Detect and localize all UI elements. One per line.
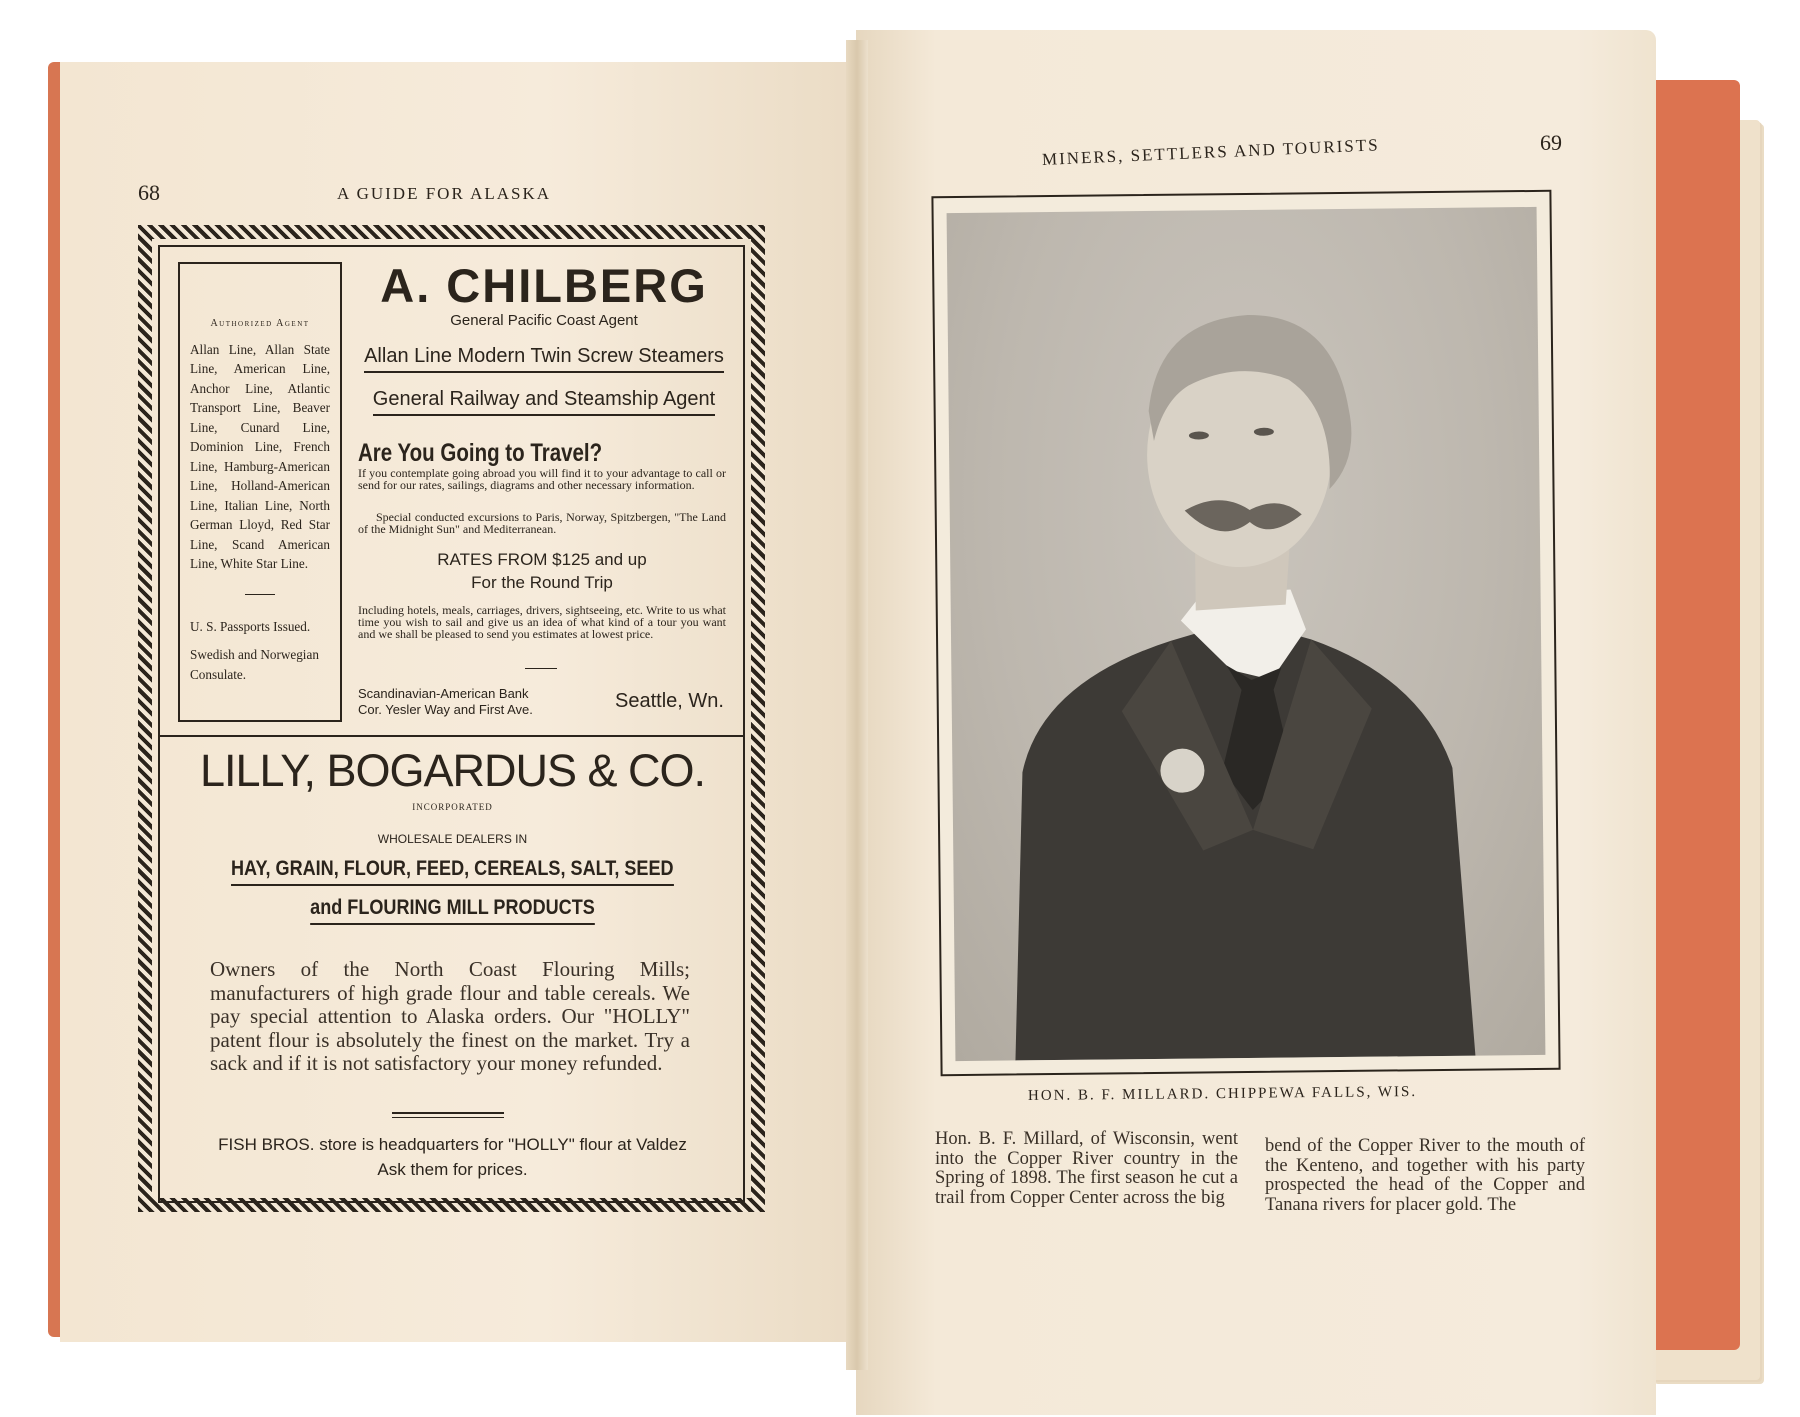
- address-line-1: Scandinavian-American Bank: [358, 686, 529, 701]
- travel-text: If you contemplate going abroad you will find it to your advantage to call or send for our rates, sailings, diagrams and other necessary information.: [358, 466, 726, 492]
- steamers-line: Allan Line Modern Twin Screw Steamers: [364, 345, 724, 373]
- consulate-text: Swedish and Norwegian Consulate.: [190, 647, 319, 682]
- products-line-1: HAY, GRAIN, FLOUR, FEED, CEREALS, SALT, SEED: [231, 857, 674, 886]
- agent-heading: Authorized Agent: [210, 318, 310, 329]
- authorized-agent-box: [178, 262, 342, 722]
- ask-prices-text: Ask them for prices.: [377, 1160, 528, 1179]
- chilberg-subtitle: General Pacific Coast Agent: [450, 312, 638, 329]
- divider: [245, 594, 275, 595]
- railway-agent-line: General Railway and Steamship Agent: [373, 388, 715, 416]
- portrait-photo: [947, 207, 1546, 1061]
- running-head-left: A GUIDE FOR ALASKA: [337, 184, 552, 203]
- agent-lines: Allan Line, Allan State Line, American Line, Anchor Line, Atlantic Transport Line, Beaver Line, Cunard Line, Dominion Line, French Line, Hamburg-American Line, Holland-American Line, Italian Line, North German Lloyd, Red Star Line, Scand American Line, White Star Line.: [190, 341, 330, 571]
- page-number-left: 68: [138, 180, 160, 205]
- round-trip-text: For the Round Trip: [471, 573, 613, 592]
- rates-text: RATES FROM $125 and up: [437, 550, 647, 569]
- incorporated-text: INCORPORATED: [412, 802, 493, 812]
- city-text: Seattle, Wn.: [615, 690, 724, 712]
- passports-text: U. S. Passports Issued.: [190, 618, 311, 634]
- running-head-right: MINERS, SETTLERS AND TOURISTS: [1041, 135, 1380, 169]
- portrait-caption: HON. B. F. MILLARD. CHIPPEWA FALLS, WIS.: [1027, 1083, 1418, 1105]
- including-text: Including hotels, meals, carriages, drivers, sightseeing, etc. Write to us what time you wish to sail and give us an idea of what kind of a tour you want and we shall be pleased to send you estimates at lowest price.: [358, 603, 726, 641]
- lilly-bogardus-title: LILLY, BOGARDUS & CO.: [199, 745, 706, 796]
- travel-heading: Are You Going to Travel?: [358, 439, 603, 467]
- article-column-1: Hon. B. F. Millard, of Wisconsin, went into the Copper River country in the Spring of 1898. The first season he cut a trail from Copper Center across the big: [935, 1129, 1238, 1208]
- products-line-2: and FLOURING MILL PRODUCTS: [310, 896, 595, 925]
- wholesale-text: WHOLESALE DEALERS IN: [377, 832, 528, 846]
- divider: [392, 1112, 504, 1114]
- book-gutter: [846, 40, 868, 1370]
- article-column-2: bend of the Copper River to the mouth of the Kenteno, and together with his party prospected the head of the Copper and Tanana rivers for placer gold. The: [1265, 1136, 1585, 1215]
- excursions-text: Special conducted excursions to Paris, Norway, Spitzbergen, "The Land of the Midnight Sun" and Mediterranean.: [358, 510, 726, 536]
- divider: [525, 668, 557, 669]
- divider: [392, 1117, 504, 1118]
- address-line-2: Cor. Yesler Way and First Ave.: [358, 702, 533, 717]
- section-divider: [160, 735, 745, 737]
- portrait-figure: [947, 207, 1546, 1061]
- page-number-right: 69: [1540, 130, 1562, 155]
- chilberg-title: A. CHILBERG: [380, 259, 708, 312]
- lilly-body-text: Owners of the North Coast Flouring Mills; manufacturers of high grade flour and table cereals. We pay special attention to Alaska orders. Our "HOLLY" patent flour is absolutely the finest on the market. Try a sack and if it is not satisfactory your money refunded.: [210, 957, 690, 1075]
- fish-bros-text: FISH BROS. store is headquarters for "HOLLY" flour at Valdez: [218, 1135, 687, 1154]
